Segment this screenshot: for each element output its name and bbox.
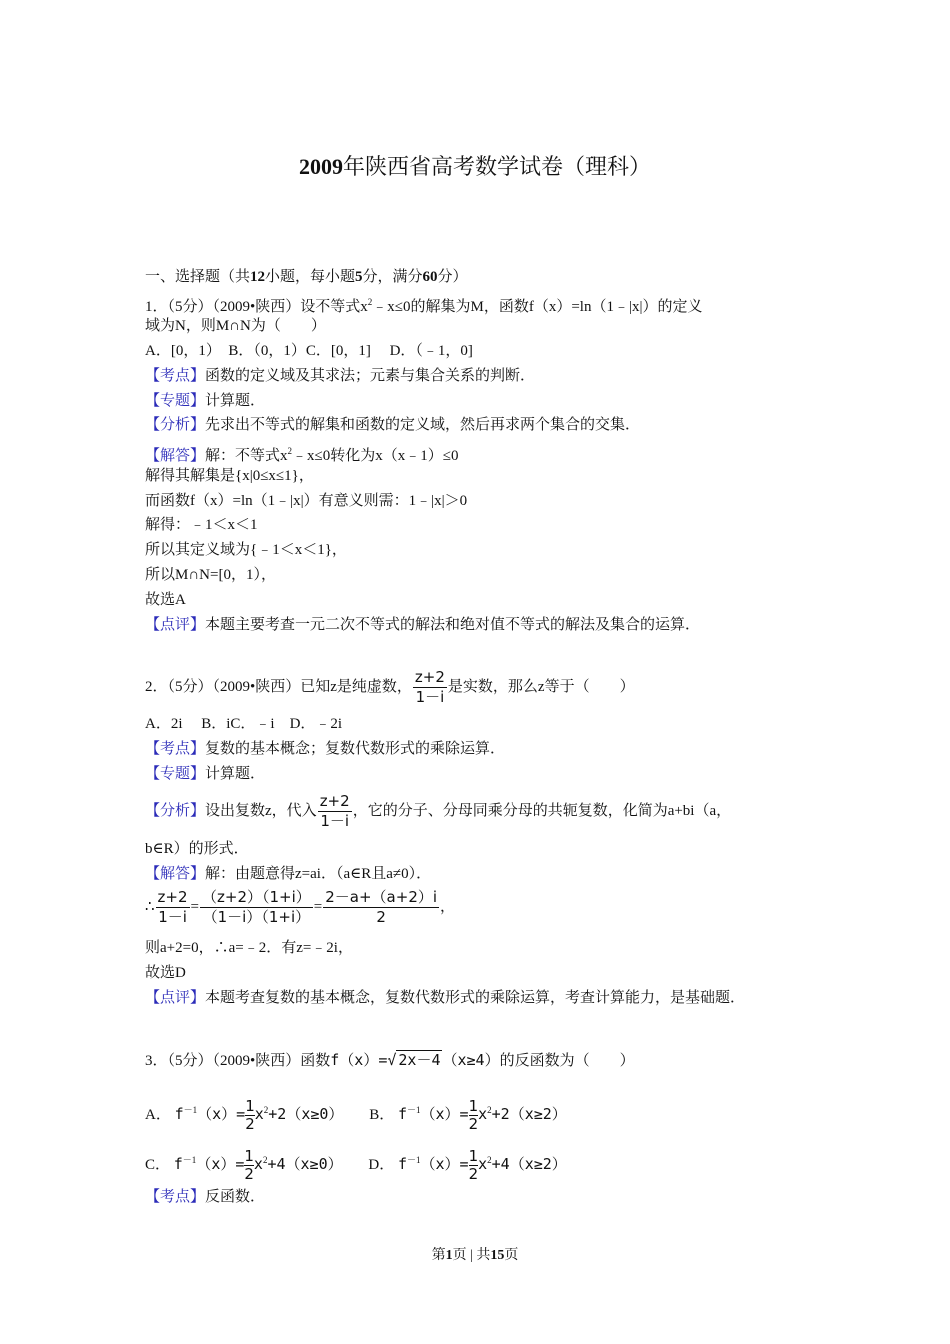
t: C．: [145, 1157, 171, 1173]
t: 2: [487, 1155, 492, 1165]
q3-options-row-2: [145, 1140, 567, 1185]
fraction: [318, 792, 352, 831]
t: +4（x≥2）: [491, 1155, 567, 1173]
t: 函数的定义域及其求法；元素与集合关系的判断．: [205, 368, 536, 384]
q3-option-d: [368, 1147, 567, 1184]
q2-kaodian: [145, 739, 505, 759]
t: A．: [145, 1107, 171, 1123]
t: －1: [182, 1155, 197, 1165]
t: 2．（5分）（2009•陕西）已知z是纯虚数，: [145, 679, 412, 695]
numerator: z+2: [414, 668, 445, 687]
page-footer: [0, 1244, 950, 1264]
t: 本题主要考查一元二次不等式的解法和绝对值不等式的解法及集合的运算．: [205, 617, 701, 633]
fraction: [200, 888, 313, 927]
title-text: 年陕西省高考数学试卷（理科）: [342, 154, 651, 179]
denominator: 1－i: [320, 812, 350, 831]
t: ﹣x≤0转化为x（x﹣1）≤0: [292, 448, 459, 464]
tag-fenxi: 【分析】: [145, 803, 206, 819]
t: f: [397, 1155, 407, 1173]
t: 3．（5分）（2009•陕西）函数: [145, 1053, 331, 1069]
q1-step: 解得：﹣1＜x＜1: [145, 517, 258, 533]
q2-step: 则a+2=0，∴a=﹣2．有z=﹣2i，: [145, 940, 353, 956]
t: （x）=: [196, 1155, 245, 1173]
t: x: [253, 1155, 263, 1173]
q2-stem: [145, 666, 635, 708]
t: x: [478, 1155, 488, 1173]
t: （x）=: [420, 1105, 469, 1123]
tag-kaodian: 【考点】: [145, 368, 206, 384]
q1-step: 故选A: [145, 592, 186, 608]
q2-equation: [145, 886, 455, 928]
q2-options: A．2i B．iC．﹣i D．﹣2i: [145, 716, 343, 732]
t: 解：不等式x: [205, 448, 288, 464]
tag-zhuanti: 【专题】: [145, 393, 206, 409]
t: 分，满分: [362, 269, 423, 285]
t: 反函数．: [205, 1189, 266, 1205]
t: ，: [440, 899, 456, 915]
t: 2: [262, 1155, 268, 1165]
t: B．: [369, 1107, 395, 1123]
t: 设出复数z，代入: [205, 803, 317, 819]
t: +4（x≥0）: [267, 1155, 343, 1173]
denominator: 2: [468, 1115, 479, 1134]
t: 5: [355, 269, 363, 285]
numerator: 1: [245, 1097, 255, 1116]
denominator: 1－i: [158, 908, 187, 927]
tag-kaodian: 【考点】: [145, 1189, 206, 1205]
tag-dianping: 【点评】: [145, 990, 206, 1006]
t: 页 | 共: [452, 1248, 491, 1263]
tag-jieda: 【解答】: [145, 866, 206, 882]
tag-jieda: 【解答】: [145, 448, 206, 464]
q1-dianping: [145, 615, 700, 635]
numerator: 1: [244, 1147, 254, 1166]
t: （x）=: [197, 1105, 246, 1123]
q1-zhuanti: [145, 391, 265, 411]
q2-dianping: [145, 988, 745, 1008]
fraction: [156, 888, 190, 927]
q1-step: 所以M∩N=[0，1），: [145, 567, 276, 583]
t: D．: [368, 1157, 395, 1173]
t: 12: [250, 269, 266, 285]
q3-option-b: [369, 1097, 567, 1134]
denominator: 2: [468, 1165, 479, 1184]
t: 是实数，那么z等于（ ）: [447, 679, 635, 695]
q2-fenxi-2: b∈R）的形式．: [145, 841, 249, 857]
title-year: 2009: [298, 154, 343, 179]
t: 60: [422, 269, 438, 285]
t: 2: [263, 1105, 269, 1115]
q3-kaodian: [145, 1187, 265, 1207]
t: x: [254, 1105, 264, 1123]
t: 第: [431, 1248, 446, 1263]
q3-option-a: [145, 1097, 344, 1134]
t: +2（x≥2）: [491, 1105, 567, 1123]
t: 计算题．: [205, 766, 266, 782]
t: +2（x≥0）: [268, 1105, 344, 1123]
numerator: 2－a+（a+2）i: [325, 888, 438, 907]
t: （x≥4）: [442, 1051, 500, 1069]
t: =: [313, 899, 323, 915]
q1-step: 所以其定义域为{﹣1＜x＜1}，: [145, 542, 347, 558]
t: 计算题．: [205, 393, 266, 409]
q2-zhuanti: [145, 764, 265, 784]
denominator: 2: [376, 908, 386, 927]
numerator: z+2: [319, 792, 350, 811]
numerator: 1: [468, 1097, 479, 1116]
fraction: [323, 888, 439, 927]
tag-fenxi: 【分析】: [145, 417, 206, 433]
denominator: （1－i）（1+i）: [202, 908, 311, 927]
q1-stem-2: 域为N，则M∩N为（ ）: [145, 318, 326, 334]
t: 解：由题意得z=ai．（a∈R且a≠0）．: [205, 866, 432, 882]
numerator: 1: [468, 1147, 479, 1166]
t: 1．（5分）（2009•陕西）设不等式x: [145, 299, 368, 315]
q1-stem: 1．（5分）（2009•陕西）设不等式$x^2﹣x\le 0$的解集为M，函数f（x）=ln（1﹣|x|）的定义: [145, 297, 703, 315]
t: ﹣x≤0的解集为M，函数f（x）=ln（1﹣|x|）的定义: [372, 299, 703, 315]
t: x: [478, 1105, 488, 1123]
t: f（x）=: [330, 1051, 388, 1069]
t: 2: [487, 1105, 492, 1115]
t: 复数的基本概念；复数代数形式的乘除运算．: [205, 741, 506, 757]
fraction: [413, 668, 447, 707]
t: 分）: [437, 269, 468, 285]
page-title: [0, 150, 950, 181]
q2-step: 故选D: [145, 965, 186, 981]
q1-step: 解得其解集是{x|0≤x≤1}，: [145, 468, 314, 484]
t: －1: [406, 1155, 421, 1165]
q2-jieda: [145, 864, 431, 884]
numerator: （z+2）（1+i）: [202, 888, 311, 907]
t: 一、选择题（共: [145, 269, 251, 285]
t: 小题，每小题: [265, 269, 356, 285]
fraction: [469, 1148, 479, 1183]
denominator: 1－i: [415, 688, 445, 707]
tag-kaodian: 【考点】: [145, 741, 206, 757]
q3-options-row-1: [145, 1090, 567, 1135]
t: 先求出不等式的解集和函数的定义域，然后再求两个集合的交集．: [205, 417, 641, 433]
tag-dianping: 【点评】: [145, 617, 206, 633]
section-header: [145, 267, 468, 287]
q2-fenxi: [145, 790, 731, 832]
q1-jieda: 【解答】解：不等式$x^2﹣x\le 0$转化为x（x﹣1）≤0: [145, 446, 459, 464]
numerator: z+2: [157, 888, 188, 907]
fraction: [245, 1098, 255, 1133]
q1-kaodian: [145, 366, 535, 386]
denominator: 2: [245, 1115, 255, 1134]
t: 本题考查复数的基本概念，复数代数形式的乘除运算，考查计算能力，是基础题．: [205, 990, 746, 1006]
q3-stem: 3．（5分）（2009•陕西）函数f（x）=√ 2x－4 （x≥4）的反函数为（ ）: [145, 1051, 635, 1069]
t: （x）=: [420, 1155, 469, 1173]
q1-step: 而函数f（x）=ln（1﹣|x|）有意义则需：1﹣|x|＞0: [145, 493, 468, 509]
page-number: 1: [445, 1248, 453, 1263]
q3-option-c: [145, 1147, 343, 1184]
total-pages: 15: [490, 1248, 505, 1263]
t: f: [397, 1105, 407, 1123]
radicand: 2x－4: [398, 1051, 441, 1069]
t: －1: [183, 1105, 198, 1115]
t: －1: [406, 1105, 421, 1115]
fraction: [244, 1148, 254, 1183]
denominator: 2: [244, 1165, 254, 1184]
t: 的反函数为（ ）: [499, 1053, 635, 1069]
tag-zhuanti: 【专题】: [145, 766, 206, 782]
t: f: [174, 1105, 184, 1123]
t: ，它的分子、分母同乘分母的共轭复数，化简为a+bi（a，: [352, 803, 732, 819]
t: f: [173, 1155, 183, 1173]
q1-options: A．[0，1） B．（0，1）C．[0，1] D．（﹣1，0]: [145, 343, 473, 359]
fraction: [469, 1098, 479, 1133]
t: =: [190, 899, 200, 915]
q1-fenxi: [145, 415, 640, 435]
t: ∴: [145, 899, 155, 915]
t: 页: [504, 1248, 519, 1263]
